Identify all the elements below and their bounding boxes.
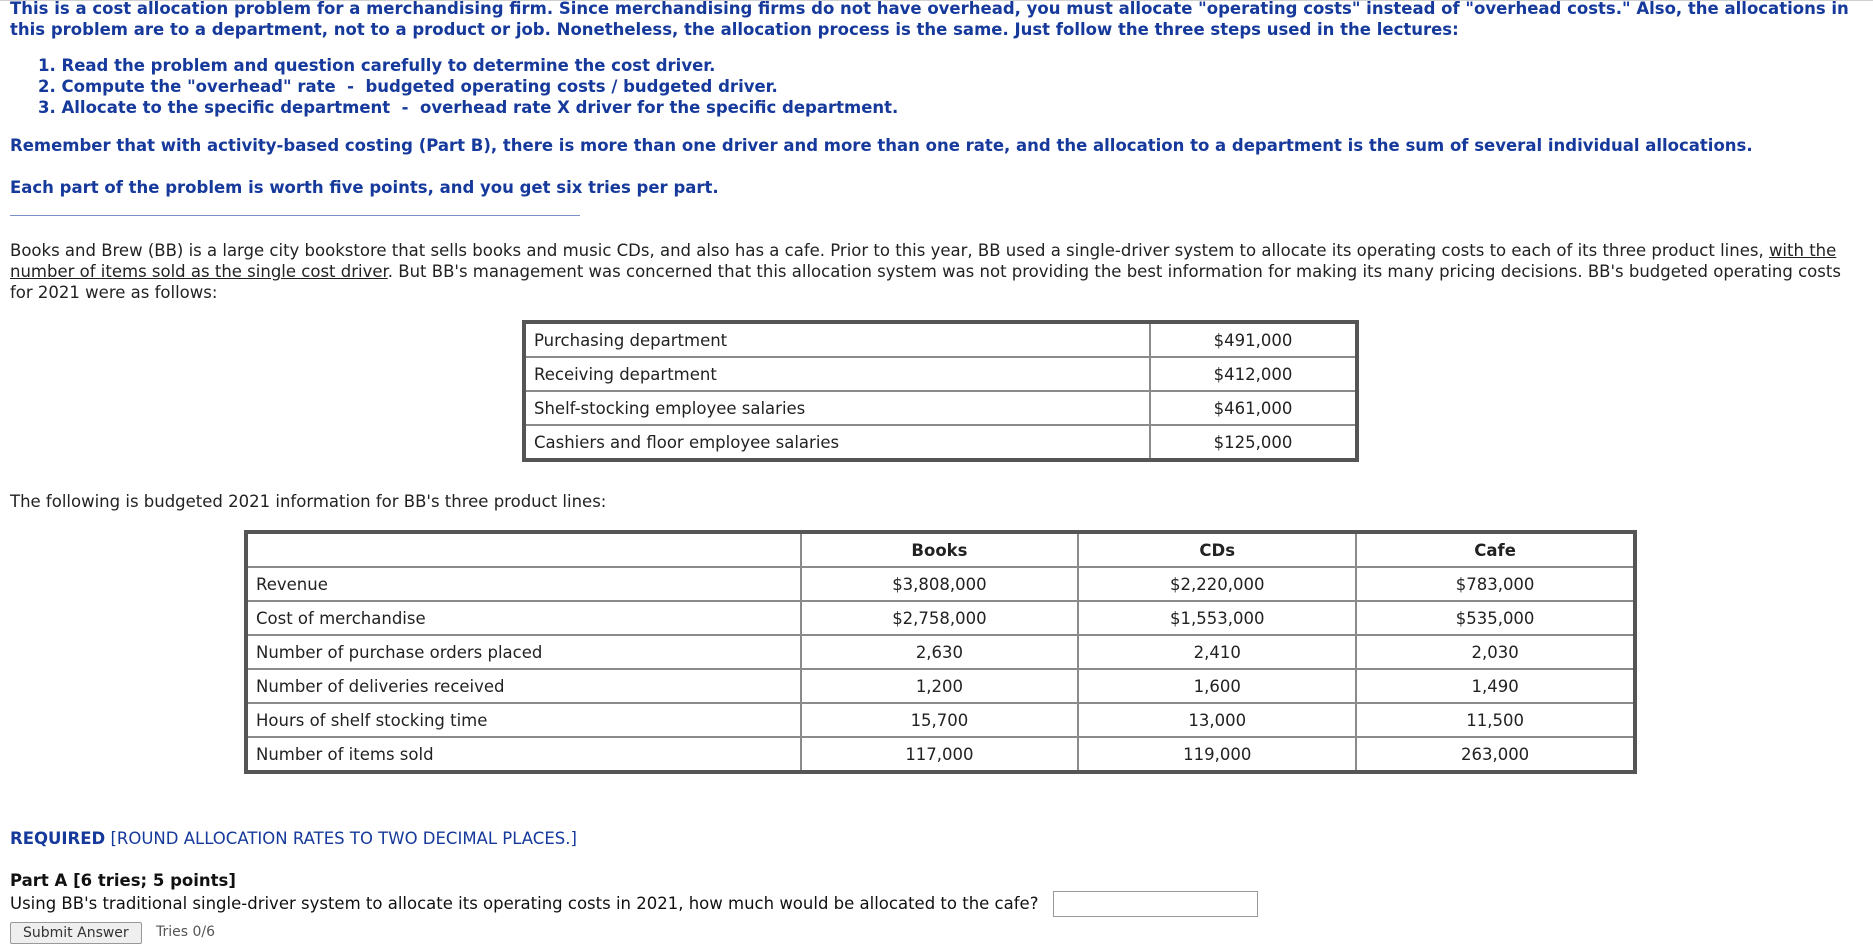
cost-value: $491,000 (1150, 322, 1357, 357)
books-value: $2,758,000 (801, 601, 1079, 635)
column-header-cds: CDs (1078, 532, 1356, 567)
books-value: 1,200 (801, 669, 1079, 703)
cafe-value: 2,030 (1356, 635, 1635, 669)
step-1: 1. Read the problem and question carefully to determine the cost driver. (38, 56, 716, 75)
problem-text-before: Books and Brew (BB) is a large city bookstore that sells books and music CDs, and also has a cafe. Prior to this year, BB used a single-driver system to allocate its operating costs to each of its three product lines, (10, 241, 1769, 260)
step-3: 3. Allocate to the specific department - overhead rate X driver for the specific department. (38, 98, 899, 117)
cds-value: $2,220,000 (1078, 567, 1356, 601)
tries-counter: Tries 0/6 (156, 924, 216, 940)
cost-value: $125,000 (1150, 425, 1357, 460)
books-value: 117,000 (801, 737, 1079, 772)
cost-label: Shelf-stocking employee salaries (524, 391, 1150, 425)
cost-label: Cashiers and floor employee salaries (524, 425, 1150, 460)
books-value: $3,808,000 (801, 567, 1079, 601)
cds-value: 2,410 (1078, 635, 1356, 669)
table-row (246, 737, 1635, 772)
cafe-value: 1,490 (1356, 669, 1635, 703)
step-2: 2. Compute the "overhead" rate - budgeted operating costs / budgeted driver. (38, 77, 778, 96)
cafe-value: 11,500 (1356, 703, 1635, 737)
cafe-value: 263,000 (1356, 737, 1635, 772)
row-label: Revenue (246, 567, 801, 601)
cds-value: 1,600 (1078, 669, 1356, 703)
table-row (246, 567, 1635, 601)
problem-underlined-text: with the number of items sold as the single cost driver (10, 241, 1837, 281)
required-note: [ROUND ALLOCATION RATES TO TWO DECIMAL PLACES.] (105, 829, 577, 848)
table-row (524, 322, 1357, 357)
books-value: 2,630 (801, 635, 1079, 669)
cds-value: $1,553,000 (1078, 601, 1356, 635)
cost-value: $412,000 (1150, 357, 1357, 391)
points-note: Each part of the problem is worth five points, and you get six tries per part. (10, 178, 719, 197)
cafe-value: $535,000 (1356, 601, 1635, 635)
table-row (246, 669, 1635, 703)
table-row (246, 703, 1635, 737)
cafe-value: $783,000 (1356, 567, 1635, 601)
table-row (524, 357, 1357, 391)
answer-input[interactable] (1053, 891, 1258, 917)
table-row (246, 601, 1635, 635)
part-a-title: Part A [6 tries; 5 points] (10, 871, 236, 890)
row-label: Number of deliveries received (246, 669, 801, 703)
column-header-blank (246, 532, 801, 567)
part-a-question: Using BB's traditional single-driver system to allocate its operating costs in 2021, how much would be allocated to the cafe? (10, 894, 1039, 913)
column-header-books: Books (801, 532, 1079, 567)
product-lines-table (244, 530, 1637, 774)
row-label: Cost of merchandise (246, 601, 801, 635)
cost-value: $461,000 (1150, 391, 1357, 425)
intro-text: This is a cost allocation problem for a merchandising firm. Since merchandising firms do not have overhead, you must allocate "operating costs" instead of "overhead costs." Also, the allocations in this problem are to a department, not to a product or job. Nonetheless, the allocation process is the same. Just follow the three steps used in the lectures: (10, 0, 1849, 39)
submit-answer-button[interactable]: Submit Answer (10, 922, 142, 944)
remember-note: Remember that with activity-based costing (Part B), there is more than one driver and more than one rate, and the allocation to a department is the sum of several individual allocations. (10, 136, 1753, 155)
problem-statement (10, 240, 1865, 303)
row-label: Hours of shelf stocking time (246, 703, 801, 737)
required-heading (10, 829, 577, 848)
row-label: Number of purchase orders placed (246, 635, 801, 669)
cost-label: Purchasing department (524, 322, 1150, 357)
divider (10, 215, 580, 216)
cds-value: 119,000 (1078, 737, 1356, 772)
product-lines-intro: The following is budgeted 2021 information for BB's three product lines: (10, 492, 607, 511)
table-row (524, 425, 1357, 460)
cds-value: 13,000 (1078, 703, 1356, 737)
cost-label: Receiving department (524, 357, 1150, 391)
table-row (524, 391, 1357, 425)
column-header-cafe: Cafe (1356, 532, 1635, 567)
problem-text-after: . But BB's management was concerned that this allocation system was not providing the best information for making its many pricing decisions. BB's budgeted operating costs for 2021 were as follows: (10, 262, 1841, 302)
row-label: Number of items sold (246, 737, 801, 772)
table-header-row (246, 532, 1635, 567)
operating-costs-table (522, 320, 1359, 462)
required-label: REQUIRED (10, 829, 106, 848)
intro-paragraph (10, 0, 1870, 40)
books-value: 15,700 (801, 703, 1079, 737)
table-row (246, 635, 1635, 669)
steps-list (38, 55, 898, 118)
